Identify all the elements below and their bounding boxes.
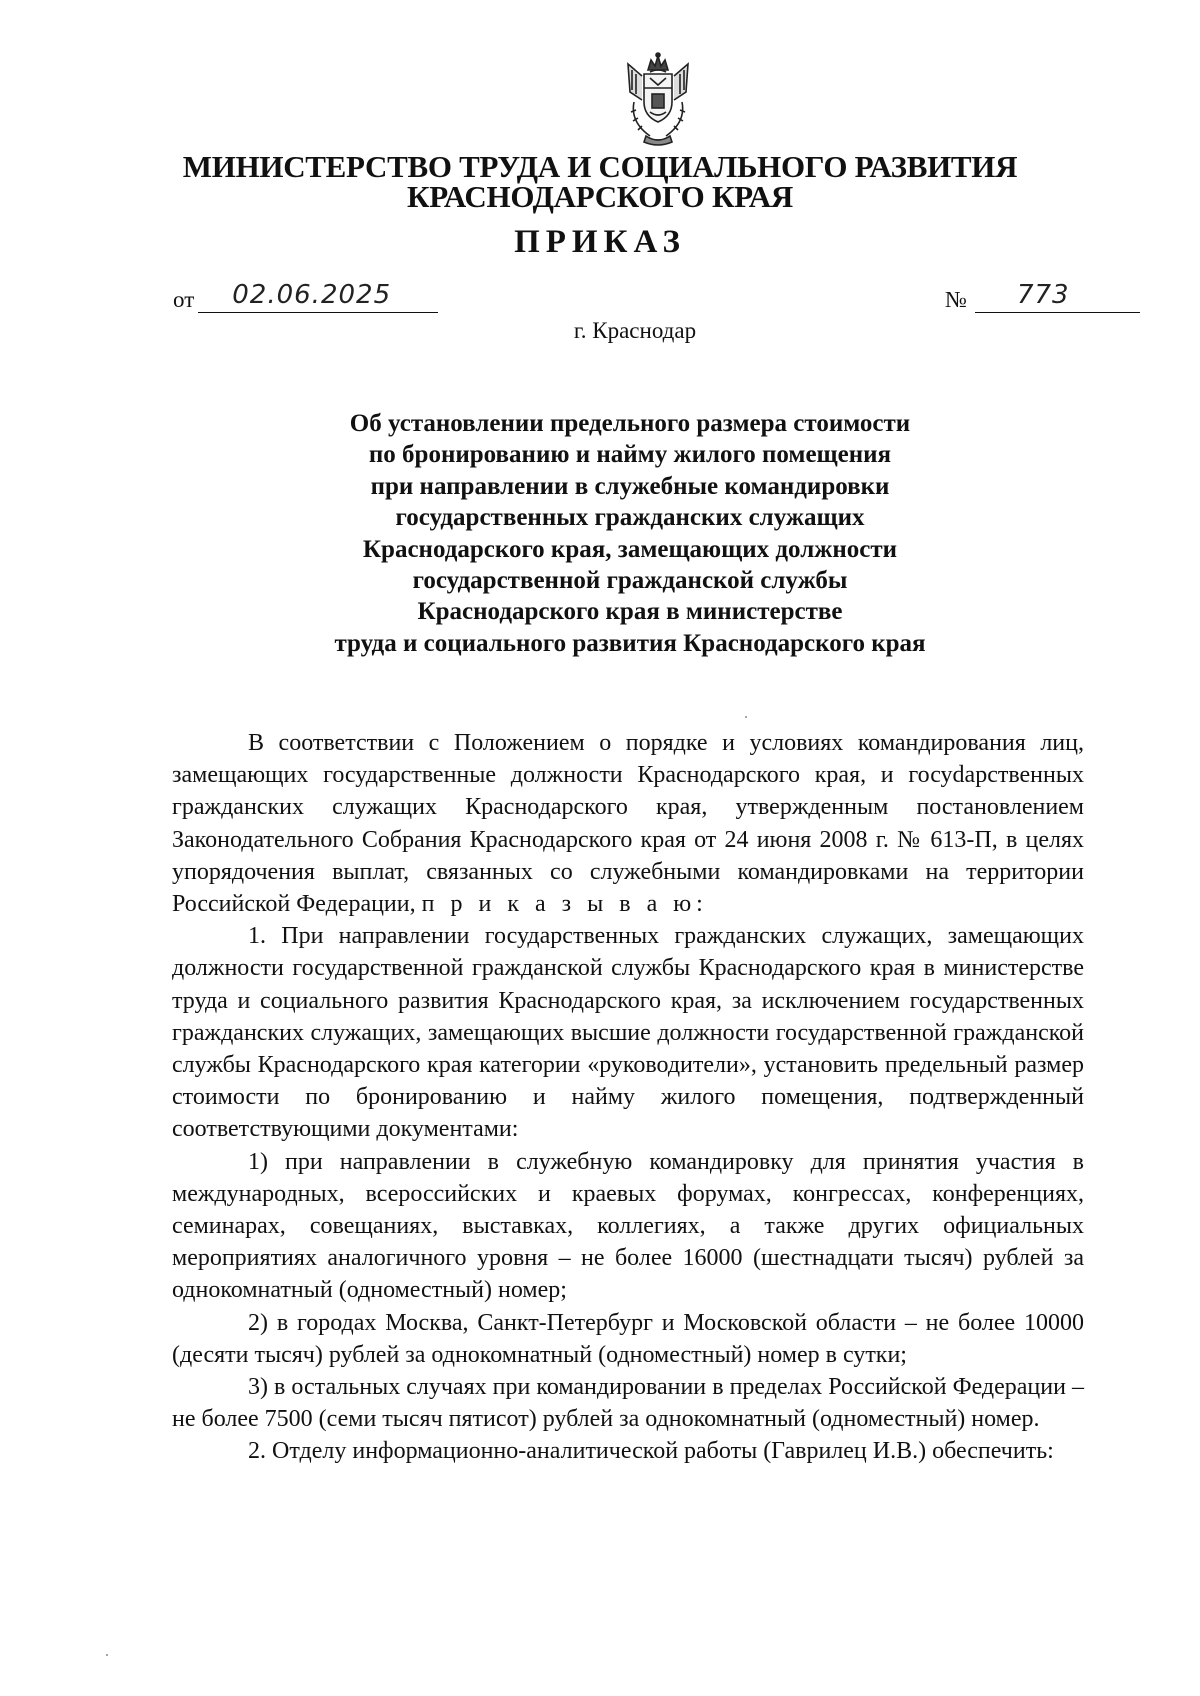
ministry-name-line1: МИНИСТЕРСТВО ТРУДА И СОЦИАЛЬНОГО РАЗВИТИЯ xyxy=(182,149,1018,184)
scan-speck xyxy=(745,716,747,718)
item-1-paragraph: 1. При направлении государственных гражданских служащих, замещающих должности государственной гражданской службы Краснодарского края в министерстве труда и социального развития Краснодарского края, за исключением государственных гражданских служащих, замещающих высшие должности государственной гражданской службы Краснодарского края категории «руководители», установить предельный размер стоимости по бронированию и найму жилого помещения, подтвержденный соответствующими документами: xyxy=(172,923,1084,1143)
number-field xyxy=(975,282,1140,313)
date-line xyxy=(173,282,438,313)
item-1-1-paragraph: 1) при направлении в служебную командировку для принятия участия в международных, всероссийских и краевых форумах, конгрессах, конференциях, семинарах, совещаниях, выставках, коллегиях, а также других официальных мероприятиях аналогичного уровня – не более 16000 (шестнадцати тысяч) рублей за однокомнатный (одноместный) номер; xyxy=(172,1148,1084,1304)
title-line: государственной гражданской службы xyxy=(412,567,848,595)
title-line: при направлении в служебные командировки xyxy=(370,472,890,500)
ministry-name xyxy=(0,149,1200,214)
title-line: государственных гражданских служащих xyxy=(395,504,865,532)
krasnodar-coat-of-arms-icon xyxy=(620,52,696,148)
item-2-paragraph: 2. Отделу информационно-аналитической работы (Гаврилец И.В.) обеспечить: xyxy=(248,1438,1054,1465)
title-line: по бронированию и найму жилого помещения xyxy=(368,441,892,469)
preamble-paragraph xyxy=(172,727,1084,920)
document-type: ПРИКАЗ xyxy=(514,224,686,260)
title-line: Краснодарского края в министерстве xyxy=(417,598,843,626)
date-label: от xyxy=(173,287,195,312)
ministry-name-line2: КРАСНОДАРСКОГО КРАЯ xyxy=(407,179,793,214)
title-line: Об установлении предельного размера стоимости xyxy=(349,410,911,437)
number-line xyxy=(945,282,1140,313)
document-body xyxy=(172,727,1084,1468)
number-handwritten: 773 xyxy=(1016,280,1070,310)
title-line: Краснодарского края, замещающих должности xyxy=(362,535,898,563)
order-word: п р и к а з ы в а ю: xyxy=(421,891,708,918)
item-1-3-paragraph: 3) в остальных случаях при командировании в пределах Российской Федерации – не более 7500 (семи тысяч пятисот) рублей за однокомнатный (одноместный) номер. xyxy=(172,1374,1084,1433)
scan-speck xyxy=(106,1654,108,1656)
document-title xyxy=(0,408,1200,659)
item-1-2-paragraph: 2) в городах Москва, Санкт-Петербург и Московской области – не более 10000 (десяти тысяч) рублей за однокомнатный (одноместный) номер в сутки; xyxy=(172,1309,1084,1368)
title-line: труда и социального развития Краснодарского края xyxy=(334,629,926,657)
city: г. Краснодар xyxy=(573,318,697,343)
preamble-text: В соответствии с Положением о порядке и условиях командирования лиц, замещающих государственные должности Краснодарского края, и госуdарственных гражданских служащих Краснодарского края, утвержденным постановлением Законодательного Собрания Краснодарского края от 24 июня 2008 г. № 613-П, в целях упорядочения выплат, связанных со служебными командировками на территории Российской Федерации, xyxy=(172,730,1084,918)
date-field xyxy=(198,282,438,313)
number-label: № xyxy=(945,287,967,312)
date-handwritten: 02.06.2025 xyxy=(232,280,392,310)
